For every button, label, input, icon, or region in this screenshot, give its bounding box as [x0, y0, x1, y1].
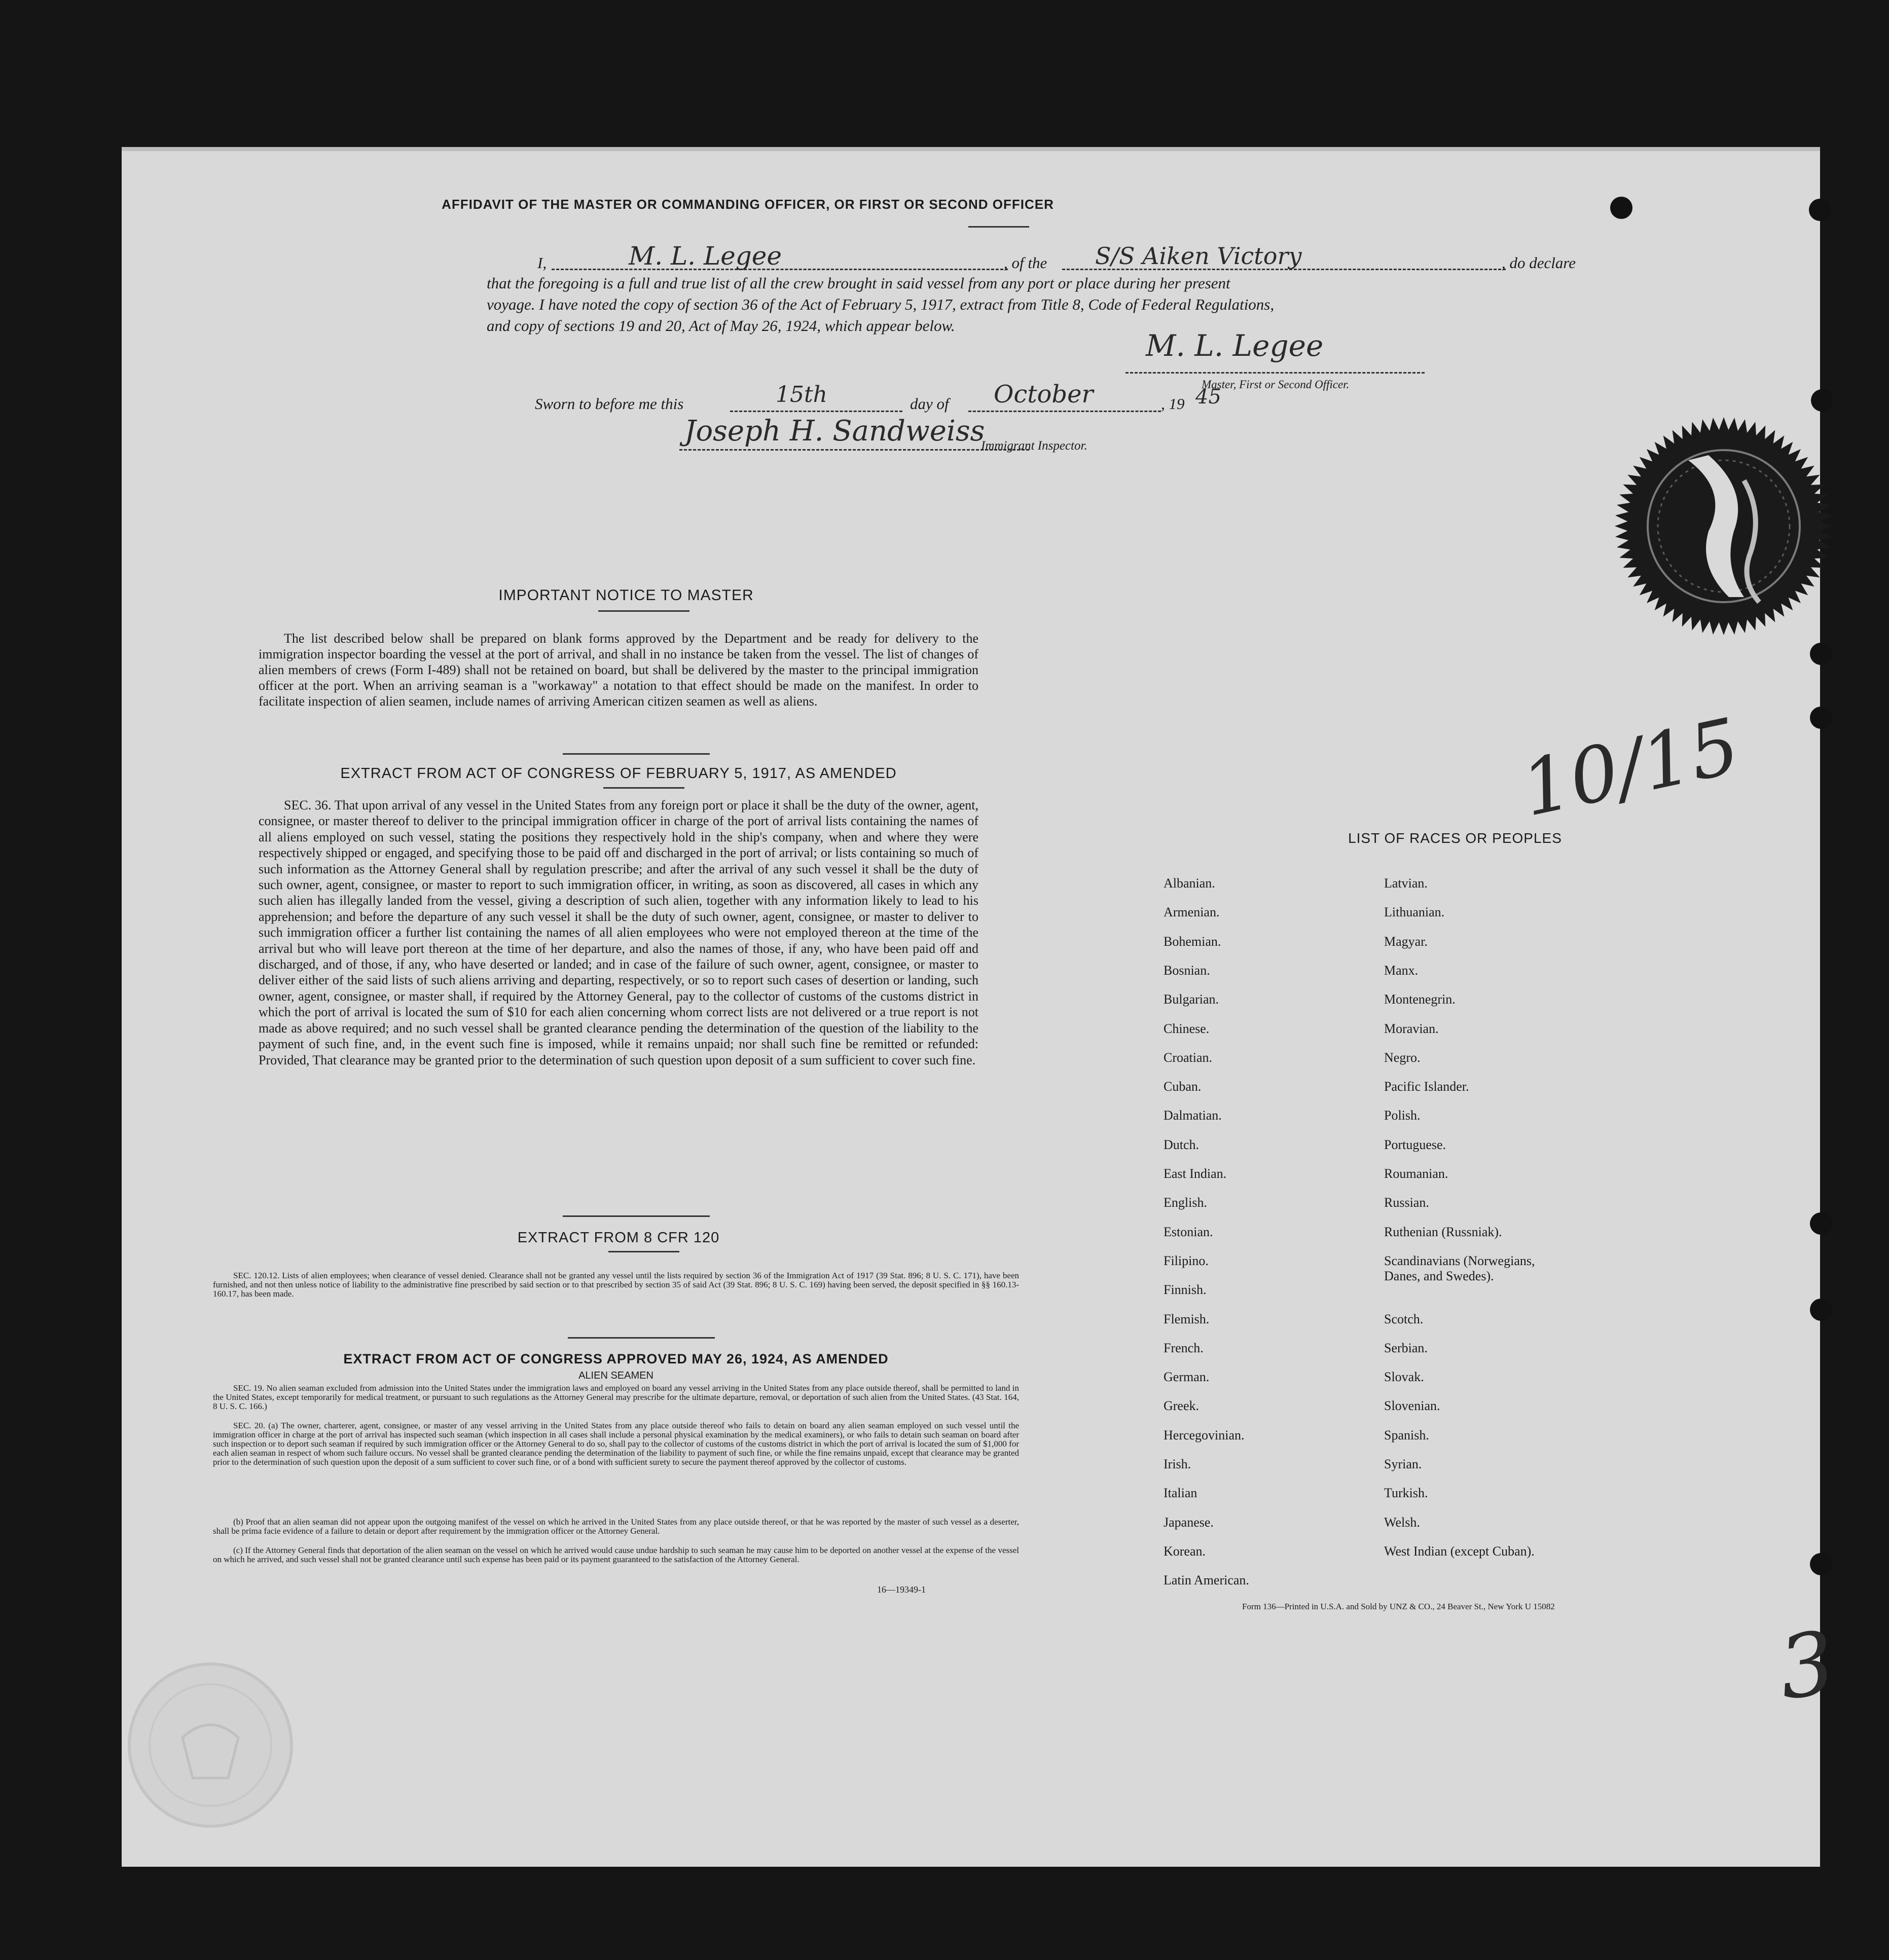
vessel-name-handwritten: S/S Aiken Victory — [1095, 242, 1302, 270]
sworn-day-of: day of — [910, 395, 949, 413]
printer-line: Form 136—Printed in U.S.A. and Sold by UNZ & CO., 24 Beaver St., New York U 15082 — [1242, 1602, 1555, 1611]
race-item: Montenegrin. — [1384, 992, 1456, 1007]
race-item: Filipino. — [1164, 1253, 1209, 1268]
race-item: English. — [1164, 1195, 1207, 1210]
extract1924-subtitle: ALIEN SEAMEN — [578, 1370, 653, 1381]
affidavit-line4: and copy of sections 19 and 20, Act of May 26, 1924, which appear below. — [487, 317, 955, 335]
punch-hole-icon — [1811, 389, 1833, 412]
punch-hole-icon — [1810, 1553, 1832, 1575]
race-item: Polish. — [1384, 1108, 1421, 1123]
cfr-rule — [608, 1251, 679, 1252]
sworn-year: 45 — [1195, 385, 1221, 409]
race-item: Scandinavians (Norwegians, Danes, and Swedes). — [1384, 1253, 1535, 1283]
sworn-year-prefix: , 19 — [1161, 395, 1185, 413]
race-item: Bulgarian. — [1164, 992, 1219, 1007]
race-item: Spanish. — [1384, 1427, 1429, 1443]
affidavit-line3: voyage. I have noted the copy of section 36 of the Act of February 5, 1917, extract from Title 8, Code of Federal Regulations, — [487, 295, 1275, 313]
master-signature-line — [1125, 372, 1425, 374]
race-item: Magyar. — [1384, 934, 1428, 949]
race-item: East Indian. — [1164, 1166, 1227, 1181]
race-item: Welsh. — [1384, 1514, 1420, 1530]
punch-hole-icon — [1810, 643, 1832, 665]
race-item: Bohemian. — [1164, 934, 1221, 949]
punch-hole-icon — [1809, 199, 1831, 221]
race-item: Syrian. — [1384, 1457, 1422, 1471]
form-code: 16—19349-1 — [877, 1584, 926, 1595]
race-item: Dutch. — [1164, 1137, 1200, 1152]
race-item: Italian — [1164, 1486, 1197, 1501]
race-item: Finnish. — [1164, 1282, 1207, 1298]
race-item: Latvian. — [1384, 876, 1428, 891]
race-item: Latin American. — [1164, 1573, 1249, 1588]
official-seal-icon — [1612, 415, 1835, 638]
sworn-prefix: Sworn to before me this — [535, 395, 684, 413]
race-item: Armenian. — [1164, 905, 1220, 920]
race-item: Slovenian. — [1384, 1398, 1440, 1414]
race-item: Dalmatian. — [1164, 1108, 1222, 1123]
handwritten-number: 10/15 — [1514, 701, 1747, 834]
race-item: Japanese. — [1164, 1514, 1214, 1530]
document-page — [122, 147, 1841, 1867]
inspector-signature: Joseph H. Sandweiss — [684, 415, 985, 448]
affidavit-line2: that the foregoing is a full and true list of all the crew brought in said vessel from any port or place during her present — [487, 274, 1230, 292]
race-item: Roumanian. — [1384, 1166, 1448, 1181]
sec20c-text: (c) If the Attorney General finds that deportation of the alien seaman on the vessel on which he arrived would cause undue hardship to such seaman he may cause him to be deported on another vessel at the expense of the vessel on which he arrived, and such vessel shall not be granted clearance until such expense has been paid or its payment guaranteed to the satisfaction of the Attorney General. — [213, 1545, 1019, 1564]
title-rule — [968, 226, 1029, 228]
race-item: Irish. — [1164, 1457, 1191, 1471]
extract1917-rule — [603, 787, 684, 789]
inspector-label: Immigrant Inspector. — [981, 439, 1087, 453]
race-item: Albanian. — [1164, 876, 1215, 891]
extract1917-divider — [563, 1215, 710, 1217]
extract1917-title: EXTRACT FROM ACT OF CONGRESS OF FEBRUARY 5, 1917, AS AMENDED — [340, 765, 897, 782]
master-label: Master, First or Second Officer. — [1202, 378, 1350, 391]
race-item: Hercegovinian. — [1164, 1427, 1245, 1443]
race-item: West Indian (except Cuban). — [1384, 1543, 1535, 1559]
cfr-text: SEC. 120.12. Lists of alien employees; when clearance of vessel denied. Clearance shall not be granted any vessel until the lists required by section 36 of the Immigration Act of 1917 (39 Stat. 896; 8 U. S. C. 171), have been furnished, and not then unless notice of liability to the administrative fine prescribed by said section or to that prescribed by section 35 of said Act (39 Stat. 896; 8 U. S. C. 169) having been served, the deposit specified in §§ 160.13-160.17, has been made. — [213, 1271, 1019, 1299]
race-item: Moravian. — [1384, 1021, 1439, 1036]
race-item: Croatian. — [1164, 1050, 1213, 1065]
master-name-handwritten: M. L. Legee — [629, 241, 782, 271]
race-item: Cuban. — [1164, 1079, 1202, 1094]
race-item: Turkish. — [1384, 1486, 1428, 1501]
sec19-text: SEC. 19. No alien seaman excluded from admission into the United States under the immigration laws and employed on board any vessel arriving in the United States from any place outside thereof, shall be permitted to land in the United States, except temporarily for medical treatment, or pursuant to such regulations as the Attorney General may prescribe for the ultimate departure, removal, or deportation of such alien from the United States. (43 Stat. 164, 8 U. S. C. 166.) — [213, 1383, 1019, 1411]
race-item: Negro. — [1384, 1050, 1421, 1065]
punch-hole-icon — [1810, 707, 1832, 729]
sworn-month-line — [968, 411, 1161, 412]
punch-hole-icon — [1810, 1212, 1832, 1235]
embossed-seal-icon — [127, 1661, 294, 1829]
race-item: Flemish. — [1164, 1311, 1210, 1326]
affidavit-title: AFFIDAVIT OF THE MASTER OR COMMANDING OFFICER, OR FIRST OR SECOND OFFICER — [442, 197, 1054, 212]
races-title: LIST OF RACES OR PEOPLES — [1348, 830, 1562, 846]
race-item: Ruthenian (Russniak). — [1384, 1224, 1502, 1239]
race-item: Slovak. — [1384, 1370, 1424, 1385]
master-signature: M. L. Legee — [1146, 328, 1324, 363]
notice-divider — [563, 753, 710, 755]
cfr-title: EXTRACT FROM 8 CFR 120 — [517, 1230, 720, 1246]
extract1924-title: EXTRACT FROM ACT OF CONGRESS APPROVED MAY 26, 1924, AS AMENDED — [343, 1351, 889, 1366]
notice-title: IMPORTANT NOTICE TO MASTER — [498, 587, 754, 604]
sec20b-text: (b) Proof that an alien seaman did not appear upon the outgoing manifest of the vessel on which he arrived in the United States from any place outside thereof, or that he was reported by the master of such vessel as a deserter, shall be prima facie evidence of a failure to detain or deport after requirement by the immigration officer or the Attorney General. — [213, 1517, 1019, 1536]
notice-text: The list described below shall be prepared on blank forms approved by the Department and be ready for delivery to the immigration inspector boarding the vessel at the port of arrival, and shall in no instance be taken from the vessel. The list of changes of alien members of crews (Form I-489) shall not be retained on board, but shall be delivered by the master to the principal immigration officer at the port. When an arriving seaman is a "workaway" a notation to that effect should be made on the manifest. In order to facilitate inspection of alien seamen, include names of arriving American citizen seamen as well as aliens. — [259, 631, 978, 709]
sworn-month: October — [994, 380, 1094, 409]
sworn-day: 15th — [776, 382, 828, 408]
race-item: Portuguese. — [1384, 1137, 1446, 1152]
race-item: Bosnian. — [1164, 963, 1210, 978]
race-item: Greek. — [1164, 1398, 1200, 1414]
race-item: Manx. — [1384, 963, 1419, 978]
race-item: Serbian. — [1384, 1340, 1428, 1355]
race-item: Scotch. — [1384, 1311, 1424, 1326]
race-item: German. — [1164, 1370, 1210, 1385]
race-item: Korean. — [1164, 1543, 1206, 1559]
race-item: Russian. — [1384, 1195, 1429, 1210]
line1-mid: , of the — [1004, 254, 1047, 272]
notice-rule — [598, 610, 689, 612]
punch-hole-icon — [1610, 197, 1632, 219]
punch-hole-icon — [1810, 1299, 1832, 1321]
sworn-day-line — [730, 411, 902, 412]
race-item: French. — [1164, 1340, 1204, 1355]
inspector-signature-line — [679, 449, 1029, 451]
line1-suffix: , do declare — [1502, 254, 1576, 272]
race-item: Estonian. — [1164, 1224, 1213, 1239]
sec20a-text: SEC. 20. (a) The owner, charterer, agent, consignee, or master of any vessel arriving in the United States from any place outside thereof who fails to detain on board any alien seaman employed on such vessel until the immigration officer in charge at the port of arrival has inspected such seaman (which inspection in all cases shall include a personal physical examination by the medical examiners), or who fails to detain such seaman on board after such inspection or to deport such seaman if required by such immigration officer or the Attorney General to do so, shall pay to the collector of customs of the customs district in which the port of arrival is located the sum of $1,000 for each alien seaman in respect of whom such failure occurs. No vessel shall be granted clearance pending the determination of the liability to payment of such fine, or while the fine remains unpaid, except that clearance may be granted prior to the determination of such question upon the deposit of a sum sufficient to cover such fine, or of a bond with sufficient surety to secure the payment thereof approved by the collector of customs. — [213, 1421, 1019, 1467]
cfr-divider — [568, 1337, 715, 1339]
race-item: Lithuanian. — [1384, 905, 1445, 920]
race-item: Chinese. — [1164, 1021, 1210, 1036]
line1-prefix: I, — [537, 254, 547, 272]
handwritten-page-number: 3 — [1772, 1612, 1841, 1720]
race-item: Pacific Islander. — [1384, 1079, 1469, 1094]
extract1917-text: SEC. 36. That upon arrival of any vessel in the United States from any foreign port or place it shall be the duty of the owner, agent, consignee, or master thereof to deliver to the principal immigration officer in charge of the port of arrival lists containing the names of all aliens employed on such vessel, stating the positions they respectively hold in the ship's company, when and where they were respectively shipped or engaged, and specifying those to be paid off and discharged in the port of arrival; or lists containing so much of such information as the Attorney General shall by regulation prescribe; and after the arrival of any such vessel it shall be the duty of such owner, agent, consignee, or master to report to such immigration officer, in writing, as soon as discovered, all cases in which any such alien has illegally landed from the vessel, giving a description of such alien, together with any information likely to lead to his apprehension; and before the departure of any such vessel it shall be the duty of such owner, agent, consignee, or master to deliver to such immigration officer a further list containing the names of all alien employees who were not employed thereon at the time of the arrival but who will leave port thereon at the time of her departure, and also the names of those, if any, who have been paid off and discharged, and of those, if any, who have deserted or landed; and in case of the failure of such owner, agent, consignee, or master to deliver either of the said lists of such aliens arriving and departing, respectively, or so to report such cases of desertion or landing, such owner, agent, consignee, or master shall, if required by the Attorney General, pay to the collector of customs of the customs district in which the port of arrival is located the sum of $10 for each alien concerning whom correct lists are not delivered or a true report is not made as above required; and no such vessel shall be granted clearance pending the determination of the question of the liability to the payment of such fine, and, in the event such fine is imposed, while it remains unpaid; nor shall such fine be remitted or refunded: Provided, That clearance may be granted prior to the determination of such question upon deposit of a sum sufficient to cover such fine. — [259, 798, 978, 1067]
